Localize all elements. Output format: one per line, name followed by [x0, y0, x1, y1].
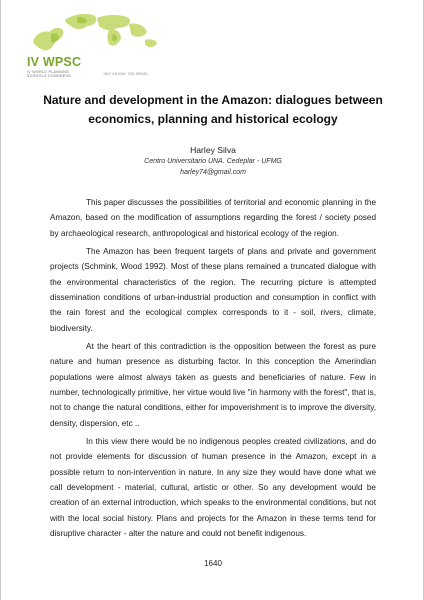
conference-logo: [25, 12, 175, 78]
body-paragraph: This paper discusses the possibilities of territorial and economic planning in the Amazon, based on the modification of assumptions regarding the forest / society posed by archaeological research, anthropological and historical ecology of the region.: [50, 198, 376, 238]
world-map-icon: [25, 12, 175, 58]
logo-tagline: JULY 4-8 2016 · RIO, BRAZIL: [103, 72, 149, 76]
logo-subtitle: IV WORLD PLANNING SCHOOLS CONGRESS: [27, 70, 71, 78]
page-number: 1640: [204, 559, 222, 568]
author-email: harley74@gmail.com: [180, 169, 246, 176]
body-paragraph: The Amazon has been frequent targets of plans and private and government projects (Schmink, Wood 1992). Most of these plans remained a truncated dialogue with the environmental characteristics of the region. The recurring picture is attempted dissemination conditions of urban-industrial production and consumption in conflict with the rain forest and the ecological complex corresponds to it - soil, rivers, climate, biodiversity.: [50, 247, 376, 333]
author-affiliation: Centro Universitario UNA. Cedeplar - UFMG: [144, 158, 282, 165]
paper-body: [50, 195, 376, 544]
author-name: Harley Silva: [190, 145, 236, 155]
logo-wordmark: IV WPSC: [27, 55, 82, 69]
body-paragraph: In this view there would be no indigenous peoples created civilizations, and do not provide elements for discussion of human presence in the Amazon, except in a possible return to non-intervention in nature. In any size they would have done what we call development - material, cultural, artistic or other. So any development would be creation of an external introduction, which speaks to the environmental conditions, but not with the local social history. Plans and projects for the Amazon in these terms tend for disruptive character - alter the nature and could not benefit indigenous.: [50, 437, 376, 538]
paper-title: Nature and development in the Amazon: dialogues between economics, planning and historical ecology: [43, 93, 383, 126]
body-paragraph: At the heart of this contradiction is the opposition between the forest as pure nature and human presence as disturbing factor. In this conception the Amerindian populations were almost always taken as guests and beneficiaries of nature. Few in number, technologically primitive, her virtue would live "in harmony with the forest", that is, not to change the natural conditions, either for impoverishment is to improve the diversity, density, dispersion, etc ..: [50, 342, 376, 428]
